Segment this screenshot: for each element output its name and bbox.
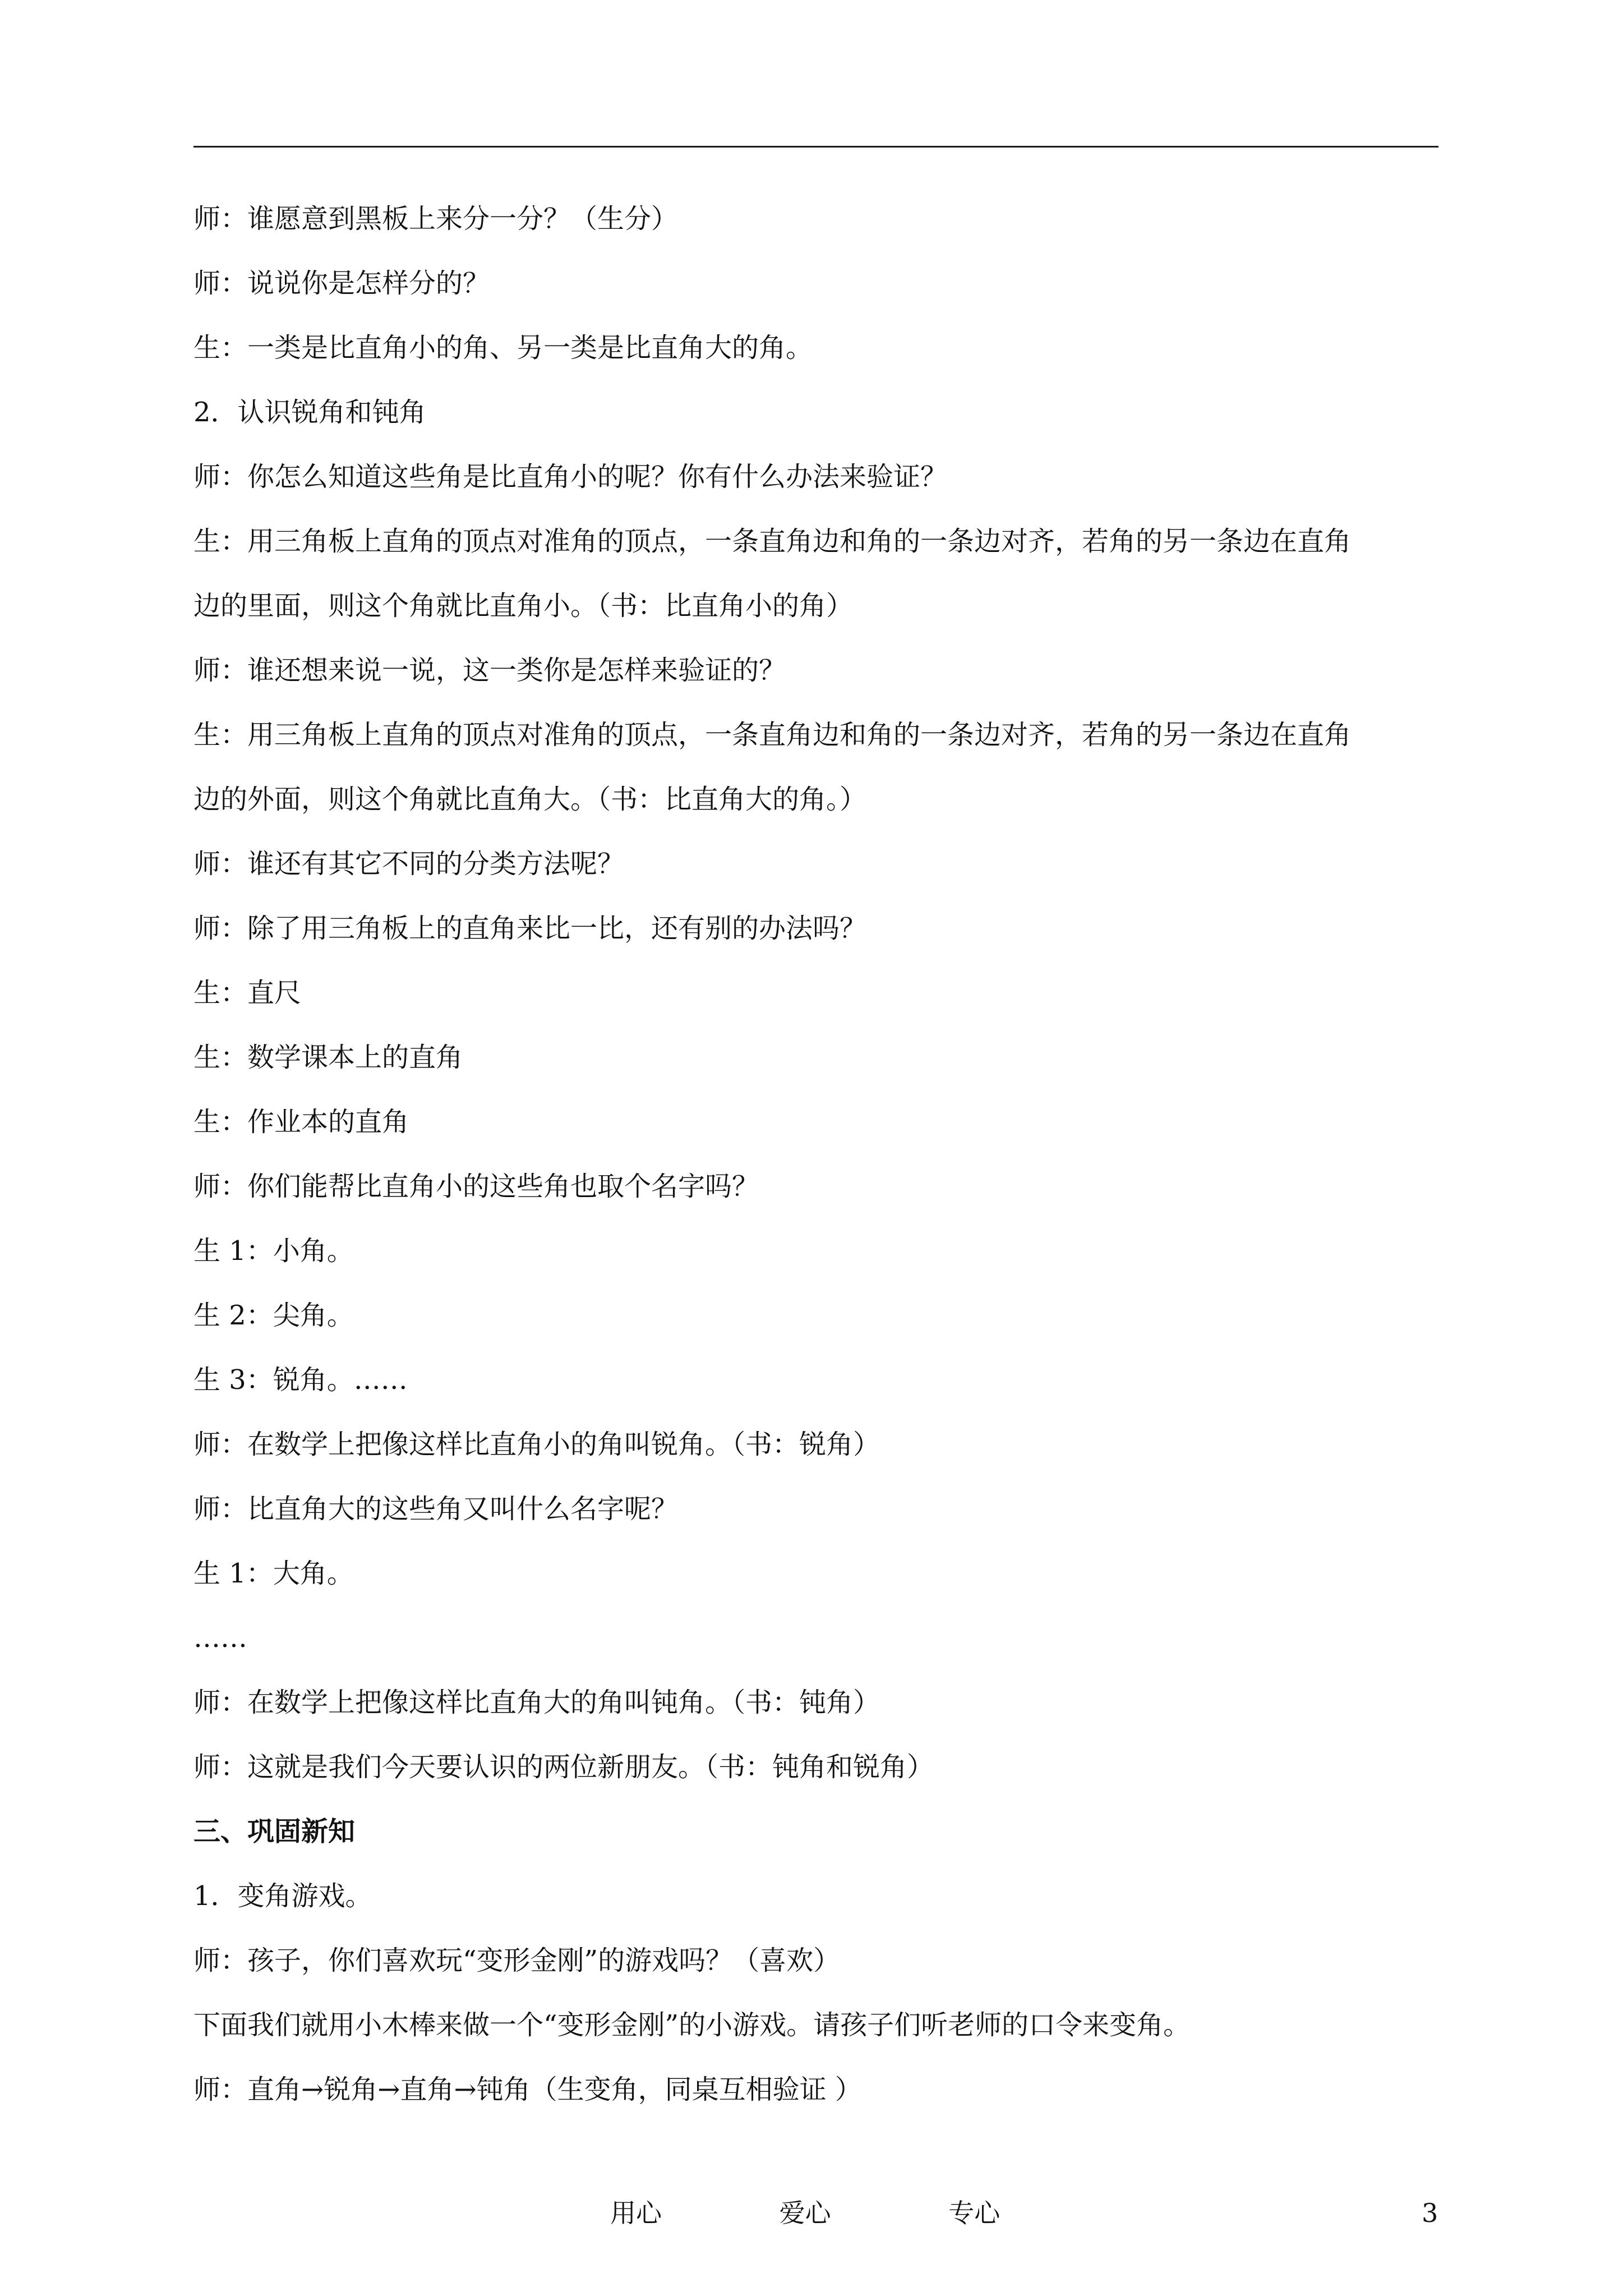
page-number: 3 (1422, 2198, 1438, 2228)
text-line: 师：谁愿意到黑板上来分一分？（生分） (193, 203, 679, 234)
text-line: 生：直尺 (193, 977, 302, 1009)
footer-motto: 用心 (610, 2198, 662, 2228)
page-footer (0, 2193, 1623, 2233)
text-line: 生：用三角板上直角的顶点对准角的顶点，一条直角边和角的一条边对齐，若角的另一条边在直角 (193, 719, 1352, 751)
text-line: 师：这就是我们今天要认识的两位新朋友。（书：钝角和锐角） (193, 1751, 934, 1783)
text-line: 师：你们能帮比直角小的这些角也取个名字吗？ (193, 1171, 759, 1202)
text-line: 生 1：小角。 (193, 1235, 354, 1267)
text-line: 师：除了用三角板上的直角来比一比，还有别的办法吗？ (193, 913, 867, 944)
text-line: 师：孩子，你们喜欢玩“变形金刚”的游戏吗？（喜欢） (193, 1945, 841, 1976)
text-line: 师：在数学上把像这样比直角小的角叫锐角。（书：锐角） (193, 1429, 880, 1460)
section-heading: 三、巩固新知 (193, 1816, 356, 1847)
text-line: 生 2：尖角。 (193, 1300, 354, 1331)
text-line: 生：作业本的直角 (193, 1106, 409, 1138)
text-line: 师：直角→锐角→直角→钝角（生变角，同桌互相验证 ） (193, 2074, 862, 2105)
text-line: 生：数学课本上的直角 (193, 1042, 463, 1073)
text-line: 生 3：锐角。…… (193, 1364, 408, 1396)
footer-motto: 爱心 (779, 2198, 831, 2228)
text-line: …… (193, 1622, 247, 1654)
text-line: 下面我们就用小木棒来做一个“变形金刚”的小游戏。请孩子们听老师的口令来变角。 (193, 2009, 1191, 2041)
text-line: 师：你怎么知道这些角是比直角小的呢？你有什么办法来验证？ (193, 461, 948, 493)
text-line: 生：一类是比直角小的角、另一类是比直角大的角。 (193, 332, 813, 364)
text-line: 师：谁还想来说一说，这一类你是怎样来验证的？ (193, 655, 786, 686)
text-line: 生：用三角板上直角的顶点对准角的顶点，一条直角边和角的一条边对齐，若角的另一条边在直角 (193, 526, 1352, 557)
header-rule (193, 146, 1438, 148)
text-line: 师：谁还有其它不同的分类方法呢？ (193, 848, 625, 880)
text-line: 师：比直角大的这些角又叫什么名字呢？ (193, 1493, 679, 1525)
document-body (193, 202, 1438, 2137)
footer-motto: 专心 (948, 2198, 1000, 2228)
text-line: 边的里面，则这个角就比直角小。（书：比直角小的角） (193, 590, 854, 622)
section-subheading: 1．变角游戏。 (193, 1880, 372, 1912)
footer-mottos (610, 2193, 1000, 2233)
text-line: 生 1：大角。 (193, 1558, 354, 1589)
section-subheading: 2．认识锐角和钝角 (193, 397, 426, 428)
text-line: 师：说说你是怎样分的？ (193, 268, 490, 299)
text-line: 边的外面，则这个角就比直角大。（书：比直角大的角。） (193, 784, 867, 815)
text-line: 师：在数学上把像这样比直角大的角叫钝角。（书：钝角） (193, 1687, 880, 1718)
